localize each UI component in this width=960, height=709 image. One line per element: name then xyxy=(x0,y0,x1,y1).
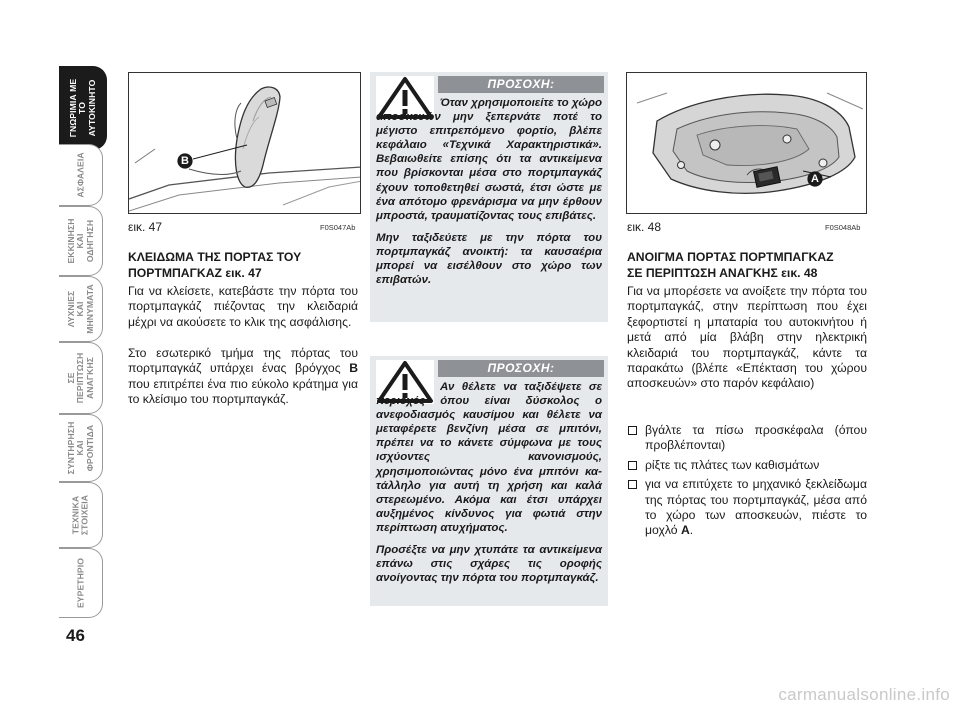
warning-2-para-2: Προσέξτε να μην χτυπάτε τα αντικείμενα επάνω στις σχάρες τις οροφής ανοίγοντας την πόρτα του πορτμπαγκάζ. xyxy=(376,544,602,585)
emergency-steps-list xyxy=(627,423,867,543)
warning-2-text xyxy=(376,380,602,593)
figure-48-code: F0S048Ab xyxy=(825,223,861,232)
callout-ref-a: A xyxy=(680,523,690,538)
heading-line-2: ΠΟΡΤΜΠΑΓΚΑΖ εικ. 47 xyxy=(128,265,262,280)
tab-emergency[interactable] xyxy=(59,342,103,414)
tab-getting-to-know[interactable] xyxy=(59,66,107,150)
list-item: για να επιτύχετε το μηχανικό ξεκλείδωμα της πόρτας του πορτμπαγκάζ, μέσα από το χώρο των αποσκευών, πιέστε το μοχλό A. xyxy=(627,477,867,539)
tab-starting-driving[interactable] xyxy=(59,206,103,276)
callout-b-leader xyxy=(193,143,249,161)
trunk-lock-paragraph-1: Για να κλείσετε, κατεβάστε την πόρτα του πορτμπαγκάζ πιέζοντας την κλειδαριά μέχρι να ακούσετε το κλικ της ασφάλισης. xyxy=(128,284,358,329)
trunk-lock-paragraph-2: Στο εσωτερικό τμήμα της πόρτας του πορτμπαγκάζ υπάρχει ένας βρόγχος B που επιτρέπει ένα πιο εύκολο κράτημα για το κλείσιμο του πορτμπαγκάζ. xyxy=(128,346,358,407)
tab-label: ΓΝΩΡΙΜΙΑ ΜΕ ΤΟ ΑΥΤΟΚΙΝΗΤΟ xyxy=(67,78,97,138)
tab-label: ΕΚΚΙΝΗΣΗ ΚΑΙ ΟΔΗΓΗΣΗ xyxy=(65,218,95,264)
callout-ref-b: B xyxy=(349,361,358,376)
tab-label: ΕΥΡΕΤΗΡΙΟ xyxy=(74,557,85,609)
figure-48-caption: εικ. 48 xyxy=(627,220,662,234)
warning-title: ΠΡΟΣΟΧΗ: xyxy=(438,360,604,377)
section-trunk-lock-heading xyxy=(128,250,364,281)
figure-47 xyxy=(128,72,361,214)
heading-line-1: ΑΝΟΙΓΜΑ ΠΟΡΤΑΣ ΠΟΡΤΜΠΑΓΚΑΖ xyxy=(627,250,834,264)
warning-1-para-2: Μην ταξιδεύετε με την πόρτα του πορτμπαγκάζ ανοικτή: τα καυσαέρια μπορεί να εισέλθουν στο χώρο των επιβατών. xyxy=(376,231,602,287)
list-item: βγάλτε τα πίσω προσκέφαλα (όπου προβλέπονται) xyxy=(627,423,867,454)
warning-2-para-1: Αν θέλετε να ταξιδέψετε σε περιοχές όπου είναι δύσκολος ο ανεφοδιασμός καυσίμου και θέλετε να μεταφέρετε βενζίνη μέσα σε μπιτόνι, πρέπει να το κάνετε σύμφωνα με τους ισχύοντες κανονισμούς, χρησιμοποιώντας μόνο ένα μπιτόνι κατάλληλο για αυτή τη χρήση και καλά στερεωμένο. Ακόμα και έτσι υπάρχει αυξημένος κίνδυνος για φωτιά στην περίπτωση ατυχήματος. xyxy=(376,381,602,534)
tab-label: ΛΥΧΝΙΕΣ ΚΑΙ ΜΗΝΥΜΑΤΑ xyxy=(65,284,95,334)
warning-1-para-1: Όταν χρησιμοποιείτε το χώρο αποσκευών μην ξεπερνάτε ποτέ το μέγιστο επιτρεπόμενο φορτίο, βλέπε κεφάλαιο «Τεχνικά Χαρακτηριστικά». Βεβαιωθείτε επίσης ότι τα αντικείμενα που βρίσκονται μέσα στο πορτμπαγκάζ έχουν τοποθετηθεί σωστά, έτσι ώστε με ένα απότομο φρενάρισμα να μην έρθουν μπροστά, τραυματίζοντας τους επιβάτες. xyxy=(376,97,602,222)
tab-index[interactable] xyxy=(59,548,103,618)
section-emergency-opening-heading xyxy=(627,250,871,281)
tab-lamps-messages[interactable] xyxy=(59,276,103,342)
warning-box-1 xyxy=(370,72,608,322)
tab-label: ΤΕΧΝΙΚΑ ΣΤΟΙΧΕΙΑ xyxy=(70,494,90,536)
figure-47-caption: εικ. 47 xyxy=(128,220,163,234)
tab-safety[interactable] xyxy=(59,144,103,206)
warning-1-text xyxy=(376,96,602,295)
warning-title: ΠΡΟΣΟΧΗ: xyxy=(438,76,604,93)
emergency-opening-paragraph: Για να μπορέσετε να ανοίξετε την πόρτα του πορτμπαγκάζ, στην περίπτωση που έχει ξεφορτιστεί η μπαταρία του αυτοκινήτου ή μετά από μία βλάβη στην ηλεκτρική κλειδαριά του πορτμπαγκάζ, κάντε τα παρακάτω (βλέπε «Επέκταση του χώρου αποσκευών» στο παρόν κεφάλαιο) xyxy=(627,284,867,391)
page-number: 46 xyxy=(66,626,85,645)
figure-47-code: F0S047Ab xyxy=(320,223,356,232)
heading-line-1: ΚΛΕΙΔΩΜΑ ΤΗΣ ΠΟΡΤΑΣ ΤΟΥ xyxy=(128,250,302,264)
tab-label: ΑΣΦΑΛΕΙΑ xyxy=(74,152,85,198)
tab-technical-data[interactable] xyxy=(59,482,103,548)
watermark: carmanualsonline.info xyxy=(778,685,950,704)
heading-line-2: ΣΕ ΠΕΡΙΠΤΩΣΗ ΑΝΑΓΚΗΣ εικ. 48 xyxy=(627,265,818,280)
tab-label: ΣΥΝΤΗΡΗΣΗ ΚΑΙ ΦΡΟΝΤΙΔΑ xyxy=(65,421,95,475)
tab-maintenance[interactable] xyxy=(59,414,103,482)
callout-a-label: A xyxy=(811,173,819,185)
callout-b-label: B xyxy=(181,155,189,167)
list-item: ρίξτε τις πλάτες των καθισμάτων xyxy=(627,458,867,473)
figure-48 xyxy=(626,72,867,214)
emergency-lever-illustration xyxy=(627,73,867,214)
tab-label: ΣΕ ΠΕΡΙΠΤΩΣΗ ΑΝΑΓΚΗΣ xyxy=(65,352,95,404)
warning-box-2 xyxy=(370,356,608,606)
